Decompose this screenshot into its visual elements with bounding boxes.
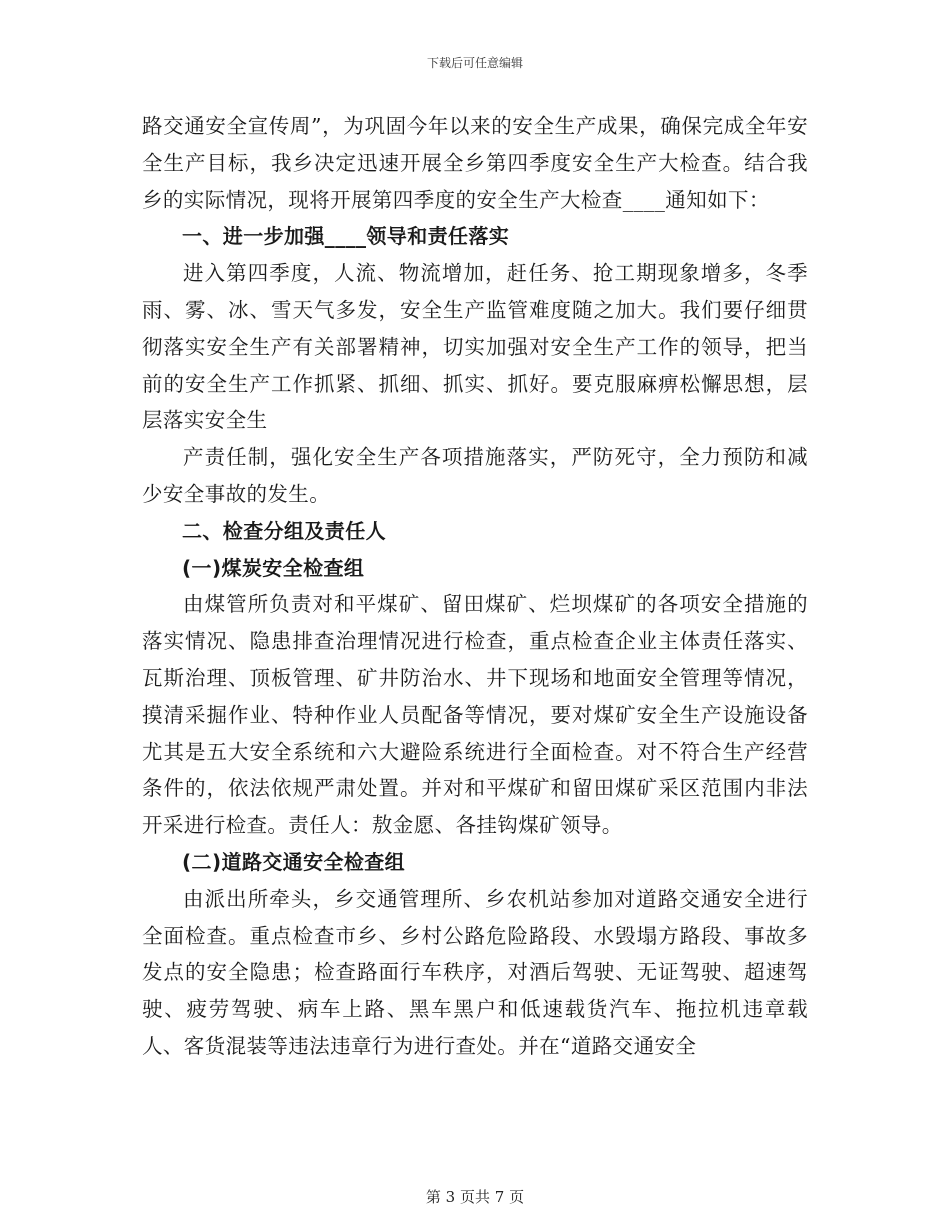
section-heading-1: 一、进一步加强____领导和责任落实 <box>182 224 510 249</box>
paragraph-continued: 路交通安全宣传周”，为巩固今年以来的安全生产成果，确保完成全年安全生产目标，我乡决定迅速开展全乡第四季度安全生产大检查。结合我乡的实际情况，现将开展第四季度的安全生产大检查____通知如下： <box>142 114 808 212</box>
subsection-heading-traffic: (二)道路交通安全检查组 <box>182 849 406 874</box>
page-footer: 第 3 页共 7 页 <box>425 1188 525 1206</box>
subsection-heading-coal: (一)煤炭安全检查组 <box>182 555 365 580</box>
paragraph: 由煤管所负责对和平煤矿、留田煤矿、烂坝煤矿的各项安全措施的落实情况、隐患排查治理情况进行检查，重点检查企业主体责任落实、瓦斯治理、顶板管理、矿井防治水、井下现场和地面安全管理等情况，摸清采掘作业、特种作业人员配备等情况，要对煤矿安全生产设施设备尤其是五大安全系统和六大避险系统进行全面检查。对不符合生产经营条件的，依法依规严肃处置。并对和平煤矿和留田煤矿采区范围内非法开采进行检查。责任人：敖金愿、各挂钩煤矿领导。 <box>142 592 808 838</box>
paragraph: 进入第四季度，人流、物流增加，赶任务、抢工期现象增多，冬季雨、雾、冰、雪天气多发，安全生产监管难度随之加大。我们要仔细贯彻落实安全生产有关部署精神，切实加强对安全生产工作的领导，把当前的安全生产工作抓紧、抓细、抓实、抓好。要克服麻痹松懈思想，层层落实安全生 <box>142 261 808 433</box>
page-header: 下载后可任意编辑 <box>426 56 523 70</box>
document-body <box>142 108 808 1065</box>
section-heading-2: 二、检查分组及责任人 <box>182 518 386 543</box>
paragraph: 产责任制，强化安全生产各项措施落实，严防死守，全力预防和减少安全事故的发生。 <box>142 445 808 506</box>
paragraph: 由派出所牵头，乡交通管理所、乡农机站参加对道路交通安全进行全面检查。重点检查市乡、乡村公路危险路段、水毁塌方路段、事故多发点的安全隐患；检查路面行车秩序，对酒后驾驶、无证驾驶、超速驾驶、疲劳驾驶、病车上路、黑车黑户和低速载货汽车、拖拉机违章载人、客货混装等违法违章行为进行查处。并在“道路交通安全 <box>142 886 808 1058</box>
